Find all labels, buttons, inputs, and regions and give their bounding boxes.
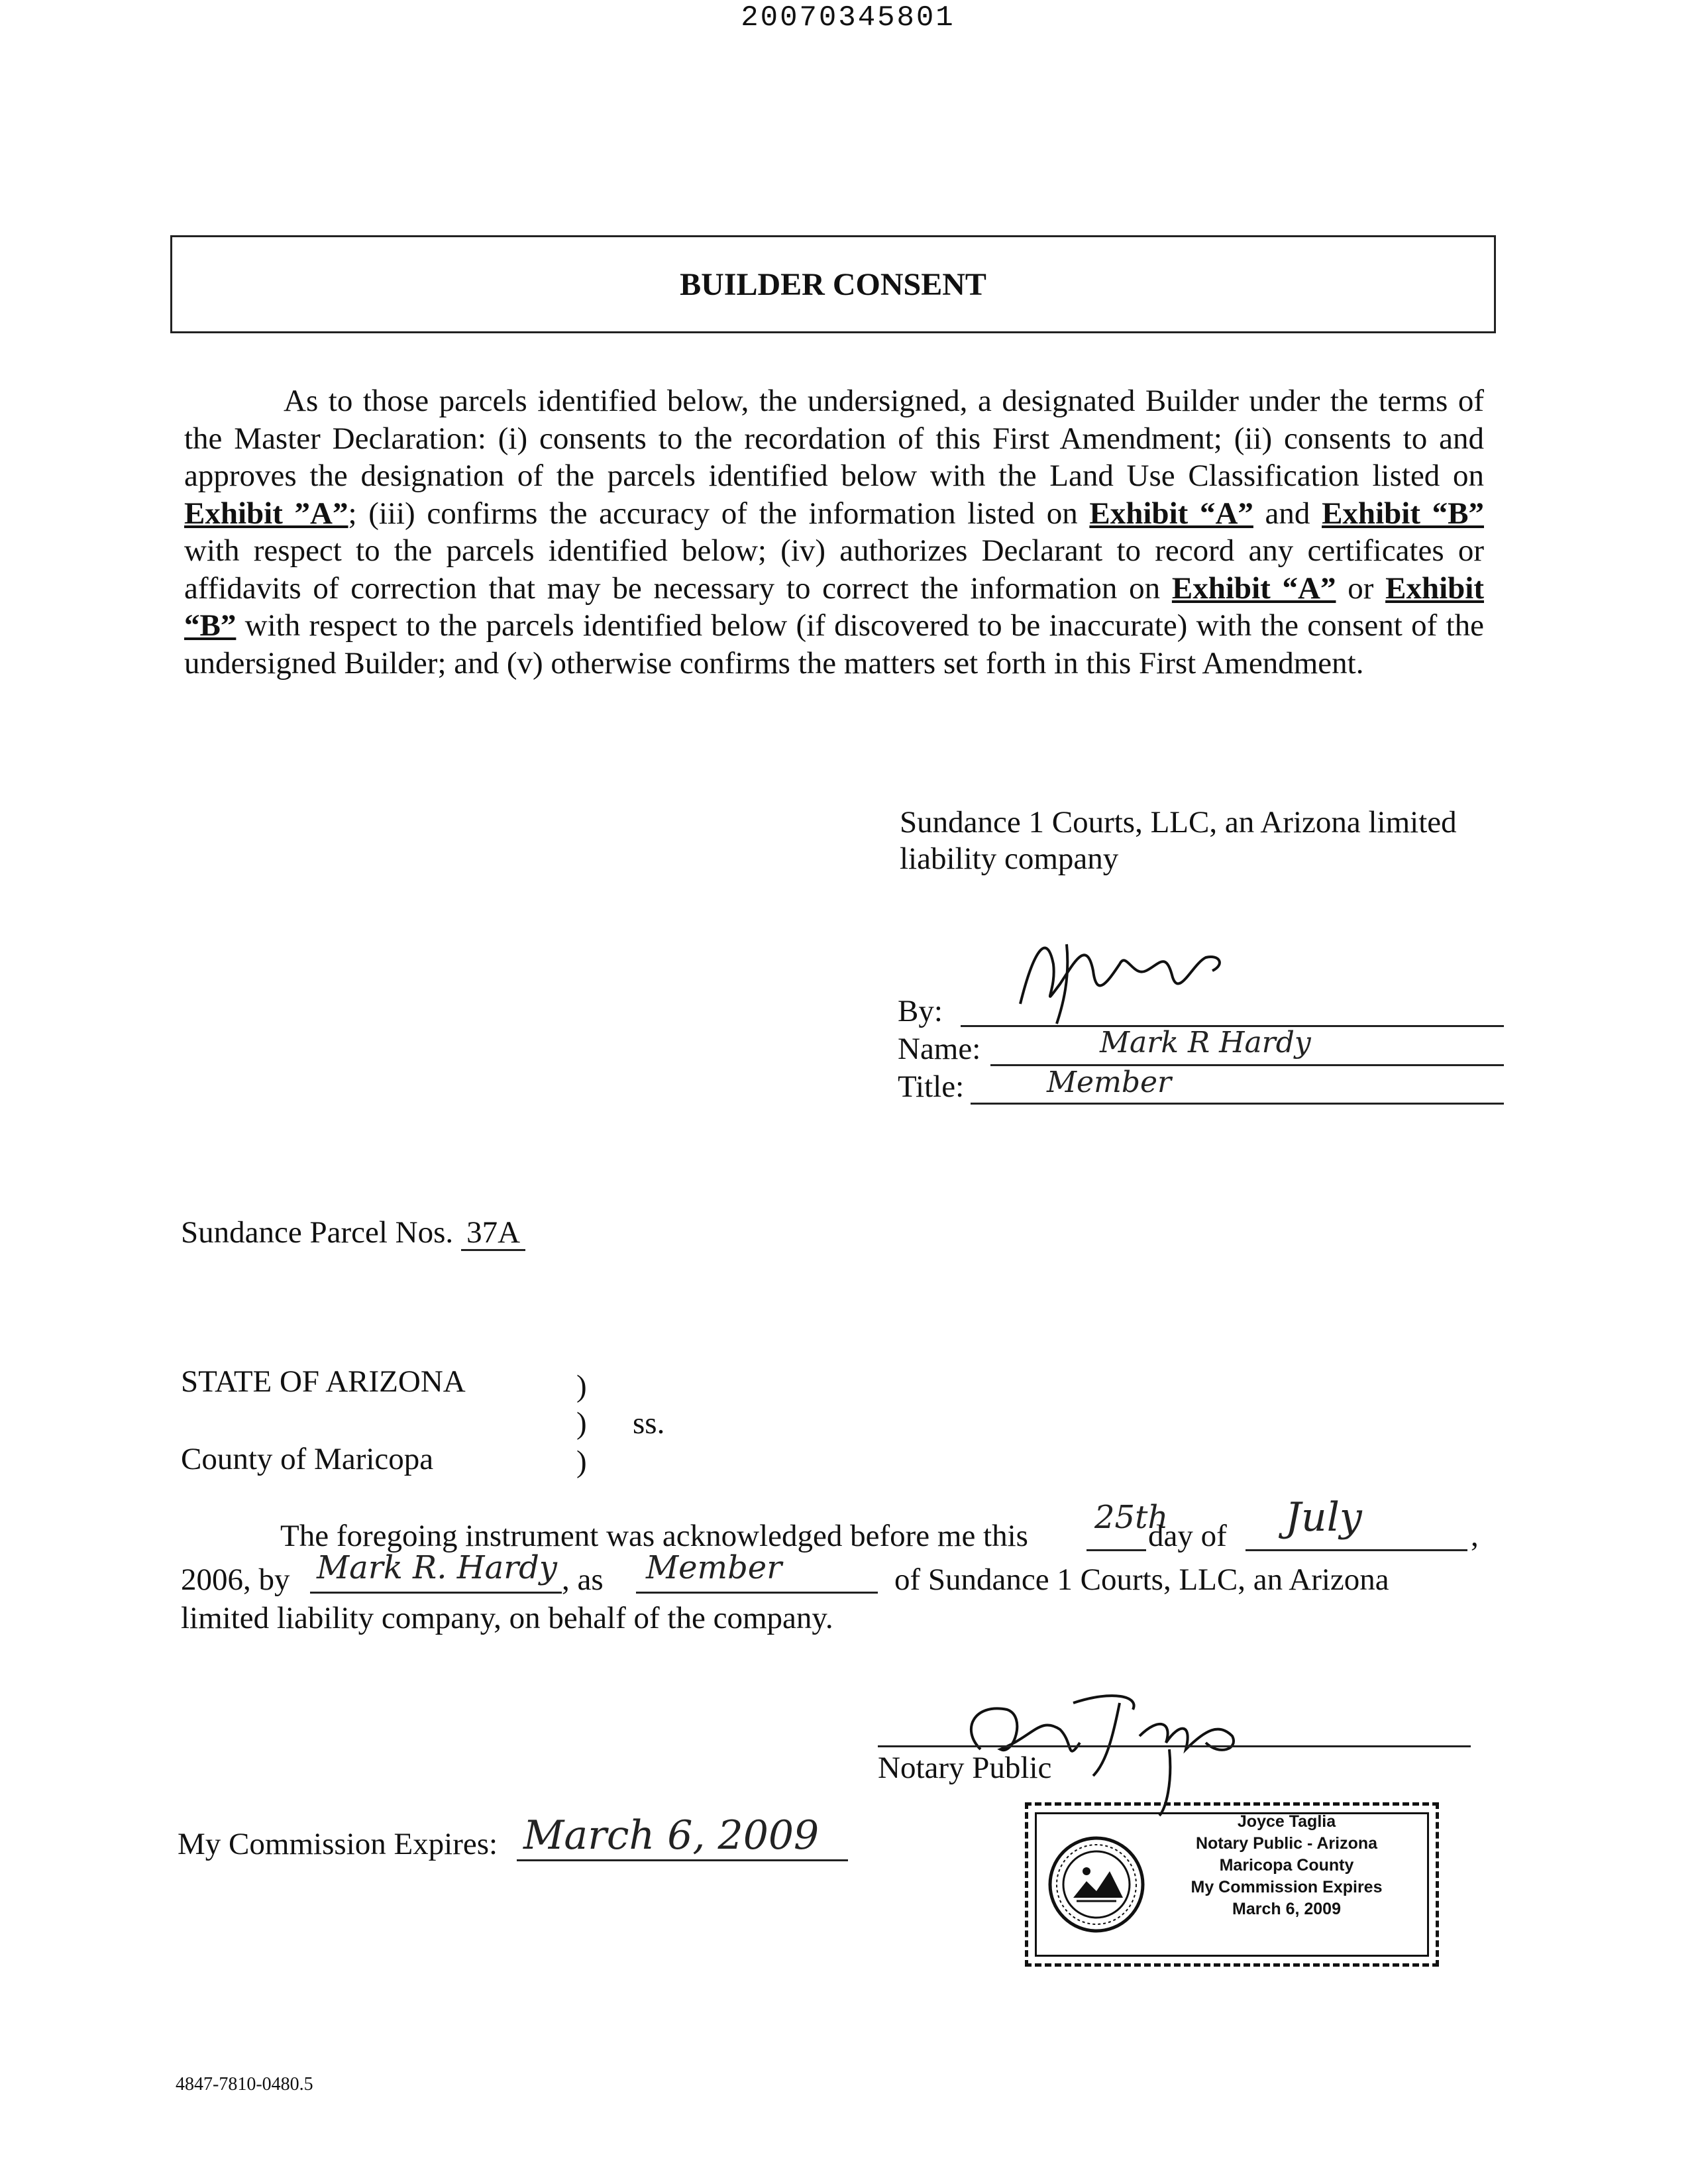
exhibit-b-reference: Exhibit “B” (184, 571, 1484, 643)
month-line (1246, 1549, 1467, 1551)
body-text: and (1253, 496, 1322, 531)
day-line (1086, 1549, 1146, 1551)
ack-text: limited liability company, on behalf of the company. (181, 1601, 833, 1635)
county-label: County of Maricopa (181, 1442, 434, 1476)
company-name-line1: Sundance 1 Courts, LLC, an Arizona limited (900, 805, 1457, 840)
parcel-label: Sundance Parcel Nos. (181, 1215, 454, 1250)
venue-paren: ) (576, 1369, 587, 1403)
name-label: Name: (898, 1032, 981, 1066)
handwritten-acknowledger: Mark R. Hardy (317, 1549, 557, 1586)
exhibit-a-reference: Exhibit “A” (1171, 571, 1336, 606)
parcel-line (181, 1214, 525, 1251)
ack-year: 2006, by (181, 1562, 290, 1597)
handwritten-role: Member (646, 1549, 782, 1586)
ack-as: , as (562, 1562, 604, 1597)
acknowledger-line (310, 1592, 562, 1594)
handwritten-month: July (1285, 1494, 1362, 1541)
body-text: As to those parcels identified below, the undersigned, a designated Builder under the terms of the Master Declaration: (i) consents to the recordation of this First Amendment; (ii) consents to and approves the designation of the parcels identified below with the Land Use Classification listed on (184, 384, 1484, 493)
handwritten-day: 25th (1094, 1499, 1169, 1536)
stamp-notary-name: Joyce Taglia (1237, 1812, 1336, 1831)
venue-paren: ) (576, 1406, 587, 1441)
notary-stamp (1025, 1802, 1439, 1967)
stamp-line: Notary Public - Arizona (1195, 1834, 1378, 1853)
body-text: ; (iii) confirms the accuracy of the information listed on (348, 496, 1090, 531)
parcel-number: 37A (461, 1216, 525, 1251)
exhibit-a-reference: Exhibit “A” (1089, 496, 1253, 531)
ss-label: ss. (633, 1406, 665, 1441)
stamp-line: Maricopa County (1219, 1856, 1354, 1875)
stamp-line: My Commission Expires (1191, 1878, 1383, 1896)
notary-label: Notary Public (878, 1751, 1052, 1785)
company-name-line2: liability company (900, 842, 1119, 876)
stamp-line: March 6, 2009 (1232, 1900, 1341, 1918)
ack-comma: , (1471, 1519, 1479, 1553)
venue-paren: ) (576, 1445, 587, 1479)
by-label: By: (898, 994, 943, 1028)
state-seal-icon (1047, 1835, 1146, 1934)
handwritten-title: Member (1047, 1065, 1172, 1099)
state-label: STATE OF ARIZONA (181, 1364, 466, 1399)
footer-code: 4847-7810-0480.5 (176, 2074, 313, 2095)
notary-signature-line (878, 1745, 1471, 1747)
body-text: with respect to the parcels identified below (if discovered to be inaccurate) with the consent of the undersigned Builder; and (v) otherwise confirms the matters set forth in this First Amendment. (184, 608, 1484, 681)
page-title: BUILDER CONSENT (680, 266, 986, 302)
handwritten-name: Mark R Hardy (1100, 1026, 1311, 1060)
ack-text: of Sundance 1 Courts, LLC, an Arizona (894, 1562, 1389, 1597)
handwritten-commission-date: March 6, 2009 (523, 1812, 820, 1859)
consent-paragraph (184, 382, 1484, 682)
document-number: 20070345801 (741, 1, 955, 34)
body-text: with respect to the parcels identified below; (iv) authorizes Declarant to record any certificates or affidavits of correction that may be necessary to correct the information on (184, 533, 1484, 606)
body-text: or (1336, 571, 1386, 606)
exhibit-b-reference: Exhibit “B” (1322, 496, 1484, 531)
role-line (636, 1592, 878, 1594)
title-box (170, 235, 1496, 333)
ack-text: day of (1148, 1519, 1227, 1553)
commission-line (517, 1859, 848, 1861)
exhibit-a-reference: Exhibit ”A” (184, 496, 348, 531)
ack-text: The foregoing instrument was acknowledged before me this (280, 1519, 1028, 1553)
title-line (971, 1103, 1504, 1105)
signature-image (994, 924, 1246, 1030)
commission-label: My Commission Expires: (178, 1827, 498, 1861)
title-label: Title: (898, 1069, 965, 1104)
